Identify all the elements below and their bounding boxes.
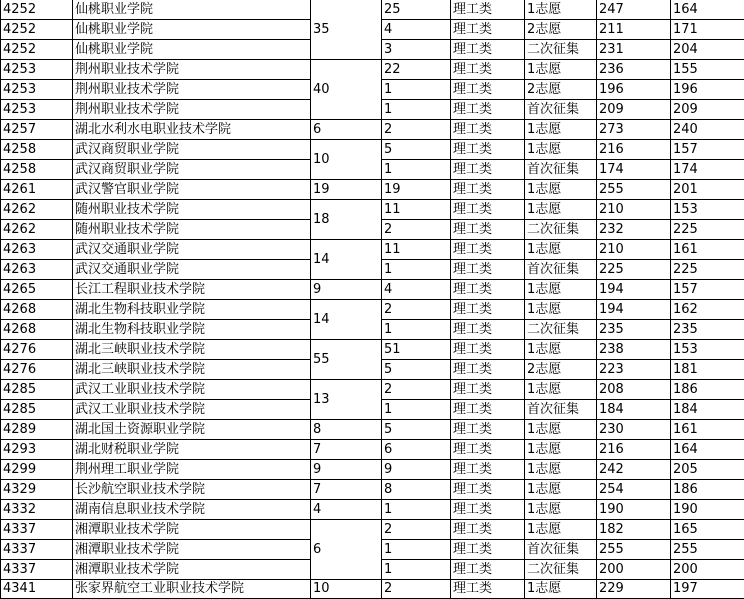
batch-cell: 1志愿 xyxy=(525,180,597,200)
subject-type-cell: 理工类 xyxy=(451,180,525,200)
batch-cell: 1志愿 xyxy=(525,200,597,220)
table-row xyxy=(1,580,744,599)
admitted-count-cell: 1 xyxy=(382,500,451,520)
school-name-cell: 仙桃职业学院 xyxy=(73,40,311,60)
max-score-cell: 196 xyxy=(597,80,671,100)
min-score-cell: 155 xyxy=(671,60,744,80)
max-score-cell: 255 xyxy=(597,180,671,200)
table-row xyxy=(1,520,744,540)
school-code-cell: 4293 xyxy=(1,440,73,460)
school-name-cell: 湖北国土资源职业学院 xyxy=(73,420,311,440)
table-row xyxy=(1,200,744,220)
school-name-cell: 武汉工业职业技术学院 xyxy=(73,380,311,400)
batch-cell: 1志愿 xyxy=(525,520,597,540)
school-name-cell: 湖北生物科技职业学院 xyxy=(73,300,311,320)
school-code-cell: 4332 xyxy=(1,500,73,520)
subject-type-cell: 理工类 xyxy=(451,580,525,599)
school-name-cell: 湘潭职业技术学院 xyxy=(73,520,311,540)
min-score-cell: 255 xyxy=(671,540,744,560)
admitted-count-cell: 5 xyxy=(382,360,451,380)
school-code-cell: 4268 xyxy=(1,320,73,340)
subject-type-cell: 理工类 xyxy=(451,540,525,560)
min-score-cell: 161 xyxy=(671,420,744,440)
table-row xyxy=(1,0,744,20)
batch-cell: 1志愿 xyxy=(525,60,597,80)
table-row xyxy=(1,140,744,160)
subject-type-cell: 理工类 xyxy=(451,0,525,20)
school-name-cell: 武汉商贸职业学院 xyxy=(73,160,311,180)
min-score-cell: 235 xyxy=(671,320,744,340)
max-score-cell: 194 xyxy=(597,280,671,300)
plan-count-cell: 14 xyxy=(311,300,382,340)
school-code-cell: 4337 xyxy=(1,560,73,580)
subject-type-cell: 理工类 xyxy=(451,320,525,340)
min-score-cell: 181 xyxy=(671,360,744,380)
min-score-cell: 225 xyxy=(671,220,744,240)
table-row xyxy=(1,280,744,300)
batch-cell: 2志愿 xyxy=(525,80,597,100)
subject-type-cell: 理工类 xyxy=(451,360,525,380)
school-name-cell: 湘潭职业技术学院 xyxy=(73,540,311,560)
table-row xyxy=(1,120,744,140)
admitted-count-cell: 22 xyxy=(382,60,451,80)
table-body xyxy=(1,0,744,599)
subject-type-cell: 理工类 xyxy=(451,400,525,420)
subject-type-cell: 理工类 xyxy=(451,220,525,240)
batch-cell: 二次征集 xyxy=(525,40,597,60)
school-name-cell: 仙桃职业学院 xyxy=(73,20,311,40)
school-name-cell: 湖北生物科技职业学院 xyxy=(73,320,311,340)
max-score-cell: 210 xyxy=(597,200,671,220)
batch-cell: 1志愿 xyxy=(525,340,597,360)
max-score-cell: 216 xyxy=(597,140,671,160)
school-name-cell: 武汉警官职业学院 xyxy=(73,180,311,200)
max-score-cell: 231 xyxy=(597,40,671,60)
admitted-count-cell: 5 xyxy=(382,140,451,160)
batch-cell: 首次征集 xyxy=(525,160,597,180)
admitted-count-cell: 4 xyxy=(382,280,451,300)
min-score-cell: 225 xyxy=(671,260,744,280)
batch-cell: 2志愿 xyxy=(525,20,597,40)
school-code-cell: 4265 xyxy=(1,280,73,300)
max-score-cell: 208 xyxy=(597,380,671,400)
school-code-cell: 4285 xyxy=(1,380,73,400)
admitted-count-cell: 2 xyxy=(382,220,451,240)
min-score-cell: 164 xyxy=(671,0,744,20)
batch-cell: 二次征集 xyxy=(525,320,597,340)
max-score-cell: 238 xyxy=(597,340,671,360)
school-name-cell: 荆州职业技术学院 xyxy=(73,80,311,100)
admitted-count-cell: 4 xyxy=(382,20,451,40)
min-score-cell: 209 xyxy=(671,100,744,120)
school-code-cell: 4329 xyxy=(1,480,73,500)
admitted-count-cell: 1 xyxy=(382,560,451,580)
batch-cell: 1志愿 xyxy=(525,380,597,400)
min-score-cell: 240 xyxy=(671,120,744,140)
school-code-cell: 4257 xyxy=(1,120,73,140)
max-score-cell: 182 xyxy=(597,520,671,540)
subject-type-cell: 理工类 xyxy=(451,240,525,260)
school-name-cell: 仙桃职业学院 xyxy=(73,0,311,20)
min-score-cell: 153 xyxy=(671,200,744,220)
subject-type-cell: 理工类 xyxy=(451,300,525,320)
subject-type-cell: 理工类 xyxy=(451,500,525,520)
school-name-cell: 随州职业技术学院 xyxy=(73,220,311,240)
subject-type-cell: 理工类 xyxy=(451,460,525,480)
batch-cell: 1志愿 xyxy=(525,420,597,440)
batch-cell: 1志愿 xyxy=(525,0,597,20)
batch-cell: 1志愿 xyxy=(525,120,597,140)
table-row xyxy=(1,240,744,260)
table-row xyxy=(1,460,744,480)
admitted-count-cell: 2 xyxy=(382,120,451,140)
school-code-cell: 4337 xyxy=(1,520,73,540)
subject-type-cell: 理工类 xyxy=(451,520,525,540)
max-score-cell: 232 xyxy=(597,220,671,240)
plan-count-cell: 19 xyxy=(311,180,382,200)
max-score-cell: 255 xyxy=(597,540,671,560)
plan-count-cell: 6 xyxy=(311,120,382,140)
admitted-count-cell: 1 xyxy=(382,540,451,560)
max-score-cell: 254 xyxy=(597,480,671,500)
max-score-cell: 242 xyxy=(597,460,671,480)
max-score-cell: 216 xyxy=(597,440,671,460)
school-name-cell: 湖北三峡职业技术学院 xyxy=(73,340,311,360)
school-code-cell: 4341 xyxy=(1,580,73,599)
school-code-cell: 4258 xyxy=(1,140,73,160)
subject-type-cell: 理工类 xyxy=(451,100,525,120)
max-score-cell: 225 xyxy=(597,260,671,280)
plan-count-cell: 13 xyxy=(311,380,382,420)
table-row xyxy=(1,180,744,200)
subject-type-cell: 理工类 xyxy=(451,160,525,180)
admitted-count-cell: 8 xyxy=(382,480,451,500)
batch-cell: 1志愿 xyxy=(525,240,597,260)
school-name-cell: 荆州职业技术学院 xyxy=(73,60,311,80)
max-score-cell: 190 xyxy=(597,500,671,520)
max-score-cell: 194 xyxy=(597,300,671,320)
admitted-count-cell: 9 xyxy=(382,460,451,480)
school-name-cell: 湖北财税职业学院 xyxy=(73,440,311,460)
min-score-cell: 190 xyxy=(671,500,744,520)
max-score-cell: 223 xyxy=(597,360,671,380)
min-score-cell: 201 xyxy=(671,180,744,200)
min-score-cell: 205 xyxy=(671,460,744,480)
max-score-cell: 174 xyxy=(597,160,671,180)
school-code-cell: 4252 xyxy=(1,20,73,40)
table-row xyxy=(1,340,744,360)
min-score-cell: 157 xyxy=(671,140,744,160)
max-score-cell: 200 xyxy=(597,560,671,580)
plan-count-cell: 7 xyxy=(311,480,382,500)
school-name-cell: 湖南信息职业技术学院 xyxy=(73,500,311,520)
school-name-cell: 随州职业技术学院 xyxy=(73,200,311,220)
plan-count-cell: 9 xyxy=(311,280,382,300)
school-name-cell: 张家界航空工业职业技术学院 xyxy=(73,580,311,599)
school-code-cell: 4262 xyxy=(1,200,73,220)
table-row xyxy=(1,300,744,320)
min-score-cell: 186 xyxy=(671,380,744,400)
min-score-cell: 162 xyxy=(671,300,744,320)
school-code-cell: 4252 xyxy=(1,0,73,20)
school-code-cell: 4268 xyxy=(1,300,73,320)
batch-cell: 首次征集 xyxy=(525,260,597,280)
min-score-cell: 171 xyxy=(671,20,744,40)
subject-type-cell: 理工类 xyxy=(451,80,525,100)
admitted-count-cell: 5 xyxy=(382,420,451,440)
school-code-cell: 4253 xyxy=(1,100,73,120)
plan-count-cell: 10 xyxy=(311,140,382,180)
max-score-cell: 235 xyxy=(597,320,671,340)
batch-cell: 1志愿 xyxy=(525,500,597,520)
batch-cell: 1志愿 xyxy=(525,280,597,300)
school-name-cell: 武汉工业职业技术学院 xyxy=(73,400,311,420)
school-code-cell: 4299 xyxy=(1,460,73,480)
max-score-cell: 210 xyxy=(597,240,671,260)
admitted-count-cell: 2 xyxy=(382,520,451,540)
school-name-cell: 长江工程职业技术学院 xyxy=(73,280,311,300)
plan-count-cell: 4 xyxy=(311,500,382,520)
admitted-count-cell: 2 xyxy=(382,380,451,400)
school-name-cell: 武汉交通职业学院 xyxy=(73,240,311,260)
school-code-cell: 4263 xyxy=(1,240,73,260)
batch-cell: 2志愿 xyxy=(525,360,597,380)
min-score-cell: 153 xyxy=(671,340,744,360)
plan-count-cell: 35 xyxy=(311,0,382,60)
school-code-cell: 4285 xyxy=(1,400,73,420)
school-code-cell: 4289 xyxy=(1,420,73,440)
school-code-cell: 4261 xyxy=(1,180,73,200)
max-score-cell: 209 xyxy=(597,100,671,120)
admitted-count-cell: 11 xyxy=(382,240,451,260)
admitted-count-cell: 1 xyxy=(382,80,451,100)
school-code-cell: 4253 xyxy=(1,80,73,100)
table-row xyxy=(1,480,744,500)
subject-type-cell: 理工类 xyxy=(451,260,525,280)
subject-type-cell: 理工类 xyxy=(451,120,525,140)
batch-cell: 1志愿 xyxy=(525,300,597,320)
subject-type-cell: 理工类 xyxy=(451,560,525,580)
school-code-cell: 4252 xyxy=(1,40,73,60)
admitted-count-cell: 1 xyxy=(382,100,451,120)
school-code-cell: 4253 xyxy=(1,60,73,80)
max-score-cell: 230 xyxy=(597,420,671,440)
batch-cell: 首次征集 xyxy=(525,400,597,420)
subject-type-cell: 理工类 xyxy=(451,200,525,220)
admitted-count-cell: 51 xyxy=(382,340,451,360)
admitted-count-cell: 2 xyxy=(382,300,451,320)
school-name-cell: 武汉交通职业学院 xyxy=(73,260,311,280)
plan-count-cell: 14 xyxy=(311,240,382,280)
subject-type-cell: 理工类 xyxy=(451,60,525,80)
min-score-cell: 200 xyxy=(671,560,744,580)
subject-type-cell: 理工类 xyxy=(451,20,525,40)
school-name-cell: 湖北水利水电职业技术学院 xyxy=(73,120,311,140)
table-row xyxy=(1,60,744,80)
subject-type-cell: 理工类 xyxy=(451,40,525,60)
subject-type-cell: 理工类 xyxy=(451,280,525,300)
school-code-cell: 4337 xyxy=(1,540,73,560)
max-score-cell: 229 xyxy=(597,580,671,599)
school-name-cell: 湘潭职业技术学院 xyxy=(73,560,311,580)
plan-count-cell: 7 xyxy=(311,440,382,460)
school-name-cell: 荆州职业技术学院 xyxy=(73,100,311,120)
min-score-cell: 196 xyxy=(671,80,744,100)
min-score-cell: 184 xyxy=(671,400,744,420)
plan-count-cell: 10 xyxy=(311,580,382,599)
subject-type-cell: 理工类 xyxy=(451,140,525,160)
max-score-cell: 184 xyxy=(597,400,671,420)
batch-cell: 二次征集 xyxy=(525,220,597,240)
max-score-cell: 211 xyxy=(597,20,671,40)
batch-cell: 二次征集 xyxy=(525,560,597,580)
batch-cell: 1志愿 xyxy=(525,480,597,500)
school-name-cell: 武汉商贸职业学院 xyxy=(73,140,311,160)
plan-count-cell: 55 xyxy=(311,340,382,380)
batch-cell: 1志愿 xyxy=(525,440,597,460)
min-score-cell: 161 xyxy=(671,240,744,260)
admitted-count-cell: 1 xyxy=(382,400,451,420)
school-name-cell: 长沙航空职业技术学院 xyxy=(73,480,311,500)
subject-type-cell: 理工类 xyxy=(451,340,525,360)
table-row xyxy=(1,500,744,520)
max-score-cell: 273 xyxy=(597,120,671,140)
batch-cell: 首次征集 xyxy=(525,540,597,560)
plan-count-cell: 6 xyxy=(311,520,382,580)
min-score-cell: 186 xyxy=(671,480,744,500)
school-code-cell: 4258 xyxy=(1,160,73,180)
admitted-count-cell: 2 xyxy=(382,580,451,599)
school-name-cell: 湖北三峡职业技术学院 xyxy=(73,360,311,380)
school-code-cell: 4276 xyxy=(1,360,73,380)
min-score-cell: 164 xyxy=(671,440,744,460)
subject-type-cell: 理工类 xyxy=(451,480,525,500)
min-score-cell: 174 xyxy=(671,160,744,180)
plan-count-cell: 8 xyxy=(311,420,382,440)
admitted-count-cell: 1 xyxy=(382,320,451,340)
batch-cell: 1志愿 xyxy=(525,460,597,480)
subject-type-cell: 理工类 xyxy=(451,380,525,400)
admitted-count-cell: 25 xyxy=(382,0,451,20)
plan-count-cell: 40 xyxy=(311,60,382,120)
max-score-cell: 236 xyxy=(597,60,671,80)
plan-count-cell: 9 xyxy=(311,460,382,480)
admitted-count-cell: 11 xyxy=(382,200,451,220)
min-score-cell: 197 xyxy=(671,580,744,599)
school-name-cell: 荆州理工职业学院 xyxy=(73,460,311,480)
table-row xyxy=(1,380,744,400)
table-row xyxy=(1,420,744,440)
admitted-count-cell: 19 xyxy=(382,180,451,200)
batch-cell: 1志愿 xyxy=(525,580,597,599)
min-score-cell: 157 xyxy=(671,280,744,300)
admitted-count-cell: 6 xyxy=(382,440,451,460)
admitted-count-cell: 1 xyxy=(382,160,451,180)
school-code-cell: 4263 xyxy=(1,260,73,280)
max-score-cell: 247 xyxy=(597,0,671,20)
admitted-count-cell: 1 xyxy=(382,260,451,280)
plan-count-cell: 18 xyxy=(311,200,382,240)
min-score-cell: 204 xyxy=(671,40,744,60)
batch-cell: 1志愿 xyxy=(525,140,597,160)
table-row xyxy=(1,440,744,460)
admitted-count-cell: 3 xyxy=(382,40,451,60)
subject-type-cell: 理工类 xyxy=(451,440,525,460)
min-score-cell: 165 xyxy=(671,520,744,540)
school-code-cell: 4276 xyxy=(1,340,73,360)
subject-type-cell: 理工类 xyxy=(451,420,525,440)
school-code-cell: 4262 xyxy=(1,220,73,240)
batch-cell: 首次征集 xyxy=(525,100,597,120)
